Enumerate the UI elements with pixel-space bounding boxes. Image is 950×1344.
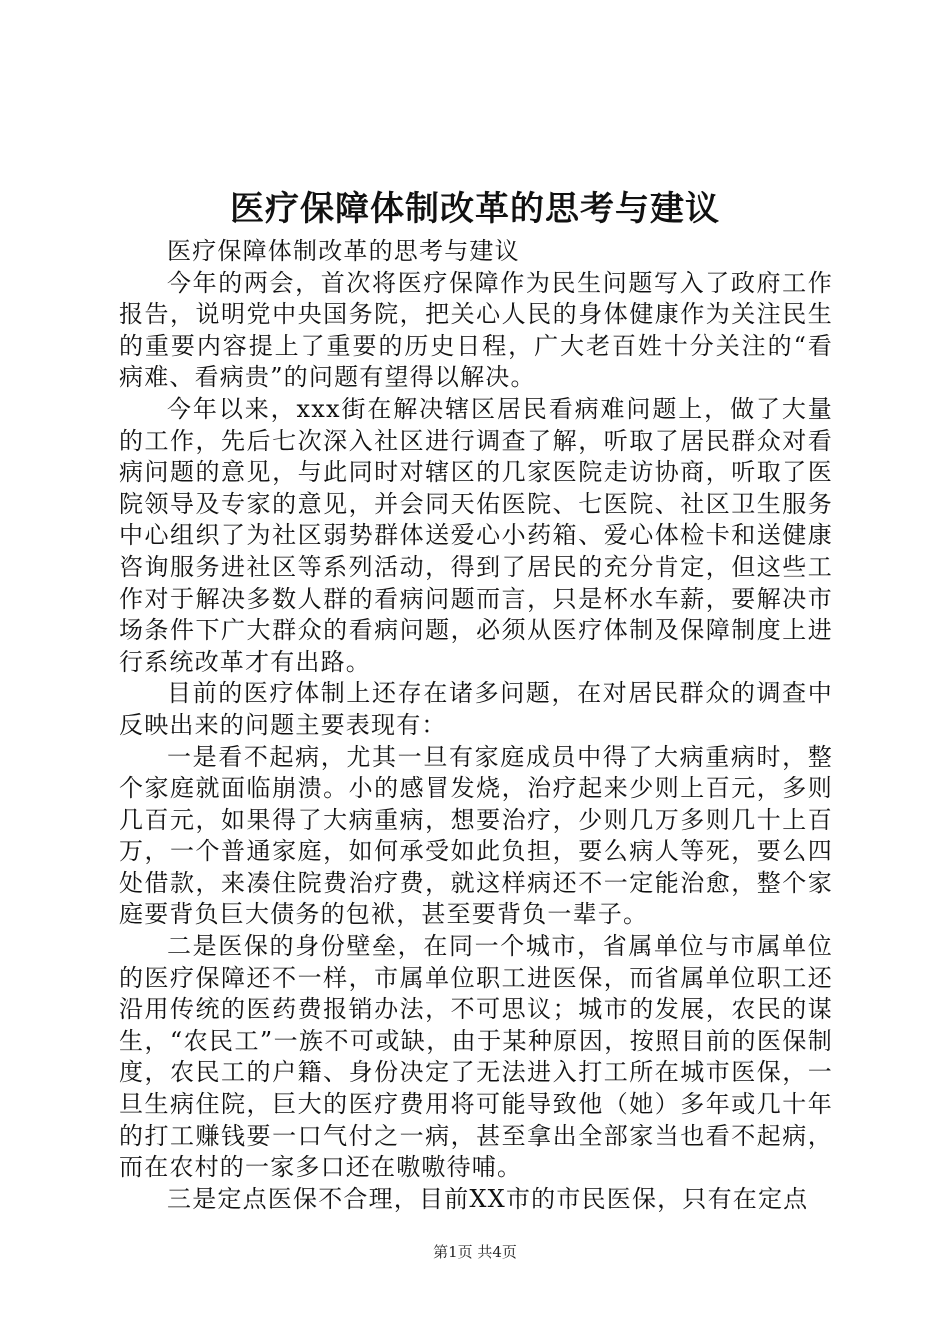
paragraph: 三是定点医保不合理，目前XX市的市民医保，只有在定点 xyxy=(167,1184,809,1213)
paragraph: 今年的两会，首次将医疗保障作为民生问题写入了政府工作报告，说明党中央国务院，把关心人民的身体健康作为关注民生的重要内容提上了重要的历史日程，广大老百姓十分关注的“看病难、看病贵”的问题有望得以解决。 xyxy=(119,268,833,392)
paragraph: 二是医保的身份壁垒，在同一个城市，省属单位与市属单位的医疗保障还不一样，市属单位职工进医保，而省属单位职工还沿用传统的医药费报销办法，不可思议；城市的发展，农民的谋生，“农民工”一族不可或缺，由于某种原因，按照目前的医保制度，农民工的户籍、身份决定了无法进入打工所在城市医保，一旦生病住院，巨大的医疗费用将可能导致他（她）多年或几十年的打工赚钱要一口气付之一病，甚至拿出全部家当也看不起病，而在农村的一家多口还在嗷嗷待哺。 xyxy=(119,932,833,1182)
page-number-footer: 第1页 共4页 xyxy=(433,1243,517,1261)
paragraph: 一是看不起病，尤其一旦有家庭成员中得了大病重病时，整个家庭就面临崩溃。小的感冒发烧，治疗起来少则上百元，多则几百元，如果得了大病重病，想要治疗，少则几万多则几十上百万，一个普通家庭，如何承受如此负担，要么病人等死，要么四处借款，来凑住院费治疗费，就这样病还不一定能治愈，整个家庭要背负巨大债务的包袱，甚至要背负一辈子。 xyxy=(119,742,833,929)
document-title: 医疗保障体制改革的思考与建议 xyxy=(230,189,720,229)
paragraph: 今年以来，xxx街在解决辖区居民看病难问题上，做了大量的工作，先后七次深入社区进行调查了解，听取了居民群众对看病问题的意见，与此同时对辖区的几家医院走访协商，听取了医院领导及专家的意见，并会同天佑医院、七医院、社区卫生服务中心组织了为社区弱势群体送爱心小药箱、爱心体检卡和送健康咨询服务进社区等系列活动，得到了居民的充分肯定，但这些工作对于解决多数人群的看病问题而言，只是杯水车薪，要解决市场条件下广大群众的看病问题，必须从医疗体制及保障制度上进行系统改革才有出路。 xyxy=(119,394,833,676)
document-body xyxy=(119,236,833,1215)
paragraph: 目前的医疗体制上还存在诸多问题，在对居民群众的调查中反映出来的问题主要表现有： xyxy=(119,679,833,739)
subtitle-paragraph: 医疗保障体制改革的思考与建议 xyxy=(167,237,520,265)
